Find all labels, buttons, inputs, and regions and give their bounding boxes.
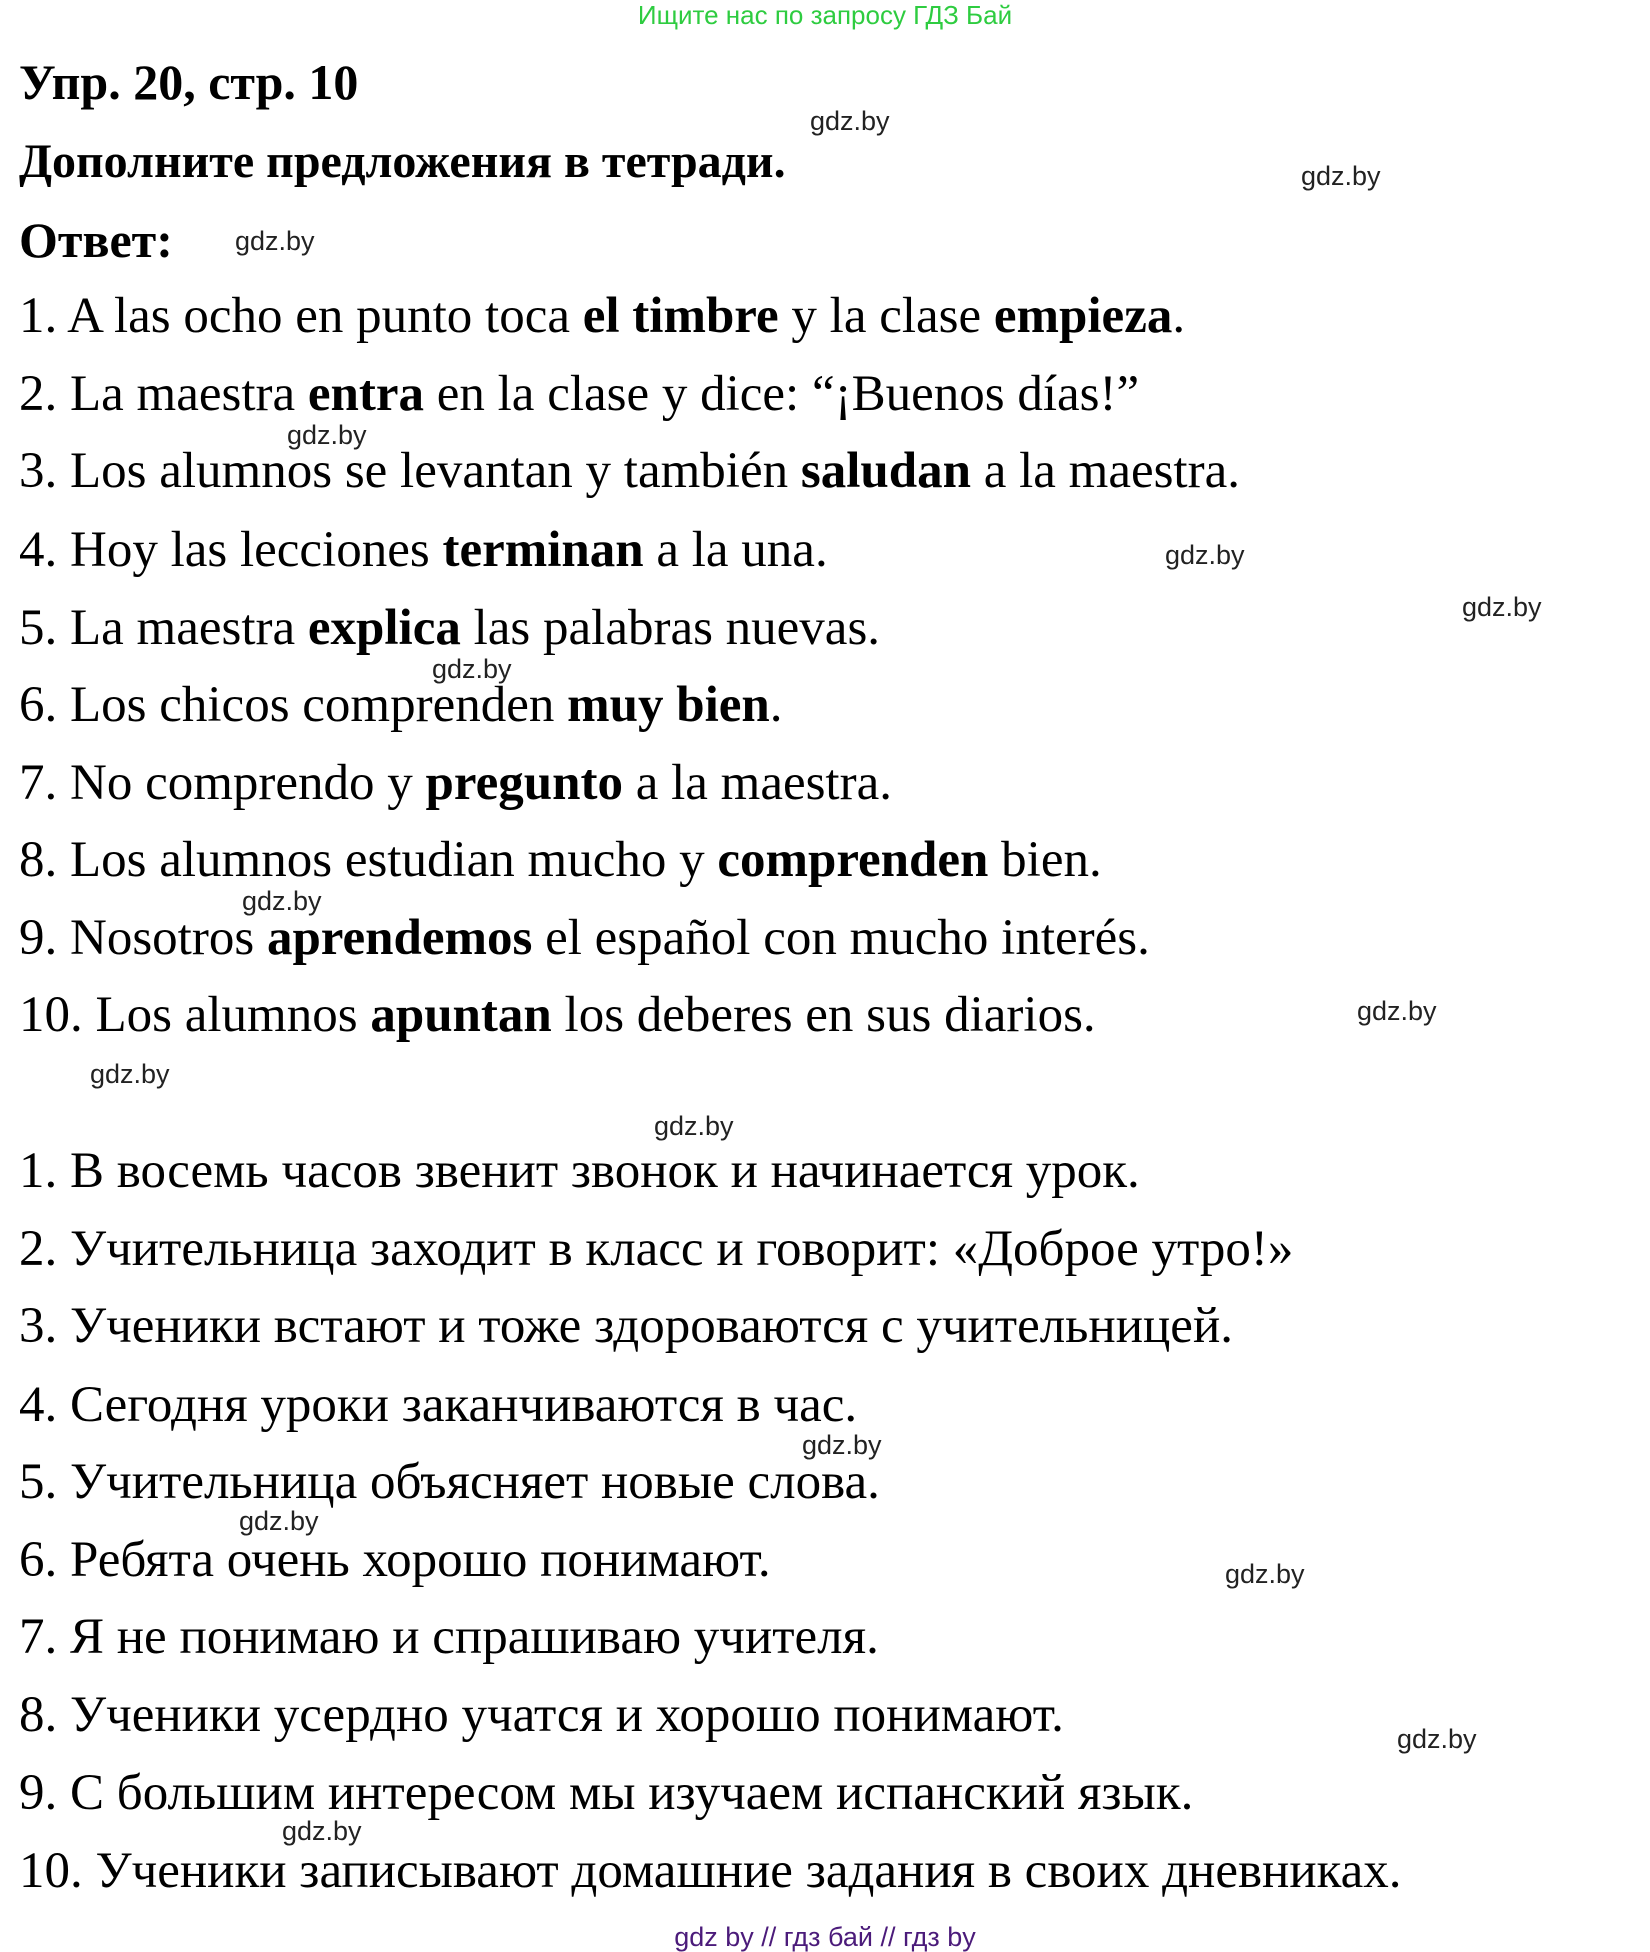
watermark-text: gdz.by bbox=[1397, 1724, 1477, 1754]
task-heading: Дополните предложения в тетради. bbox=[19, 135, 786, 188]
sentence-text: 5. La maestra bbox=[19, 600, 308, 656]
watermark-text: gdz.by bbox=[810, 106, 890, 136]
watermark-text: gdz.by bbox=[1301, 161, 1381, 191]
sentence-text: 6. Los chicos comprenden bbox=[19, 677, 568, 733]
spanish-sentence bbox=[19, 598, 880, 658]
watermark-text: gdz.by bbox=[802, 1430, 882, 1460]
answer-word: comprenden bbox=[717, 832, 989, 888]
russian-sentence: 3. Ученики встают и тоже здороваются с учительницей. bbox=[19, 1298, 1233, 1354]
answer-word: saludan bbox=[800, 443, 971, 499]
sentence-text: y la clase bbox=[778, 288, 994, 344]
answer-word: pregunto bbox=[425, 755, 623, 811]
spanish-sentence bbox=[19, 286, 1185, 346]
russian-sentence: 5. Учительница объясняет новые слова. bbox=[19, 1454, 880, 1510]
spanish-sentence bbox=[19, 364, 1139, 424]
spanish-sentence bbox=[19, 675, 783, 735]
answer-word: aprendemos bbox=[266, 910, 533, 966]
russian-sentence: 10. Ученики записывают домашние задания в своих дневниках. bbox=[19, 1843, 1402, 1899]
sentence-text: 9. Nosotros bbox=[19, 910, 267, 966]
watermark-text: gdz.by bbox=[90, 1059, 170, 1089]
russian-sentence: 6. Ребята очень хорошо понимают. bbox=[19, 1532, 771, 1588]
spanish-sentence bbox=[19, 985, 1096, 1045]
russian-sentence: 2. Учительница заходит в класс и говорит: «Доброе утро!» bbox=[19, 1221, 1294, 1277]
spanish-sentence bbox=[19, 441, 1240, 501]
exercise-title: Упр. 20, стр. 10 bbox=[19, 54, 359, 110]
answer-word: entra bbox=[307, 366, 424, 422]
watermark-text: gdz.by bbox=[282, 1816, 362, 1846]
sentence-text: a la maestra. bbox=[622, 755, 892, 811]
answer-word: el timbre bbox=[582, 288, 779, 344]
watermark-text: gdz.by bbox=[1165, 540, 1245, 570]
search-banner[interactable]: Ищите нас по запросу ГДЗ Бай bbox=[637, 0, 1013, 30]
watermark-text: gdz.by bbox=[287, 420, 367, 450]
sentence-text: 10. Los alumnos bbox=[19, 987, 371, 1043]
sentence-text: . bbox=[1172, 288, 1186, 344]
watermark-text: gdz.by bbox=[235, 226, 315, 256]
watermark-text: gdz.by bbox=[1225, 1559, 1305, 1589]
watermark-text: gdz.by bbox=[239, 1506, 319, 1536]
answer-word: muy bien bbox=[567, 677, 770, 733]
answer-label: Ответ: bbox=[19, 212, 173, 268]
sentence-text: 3. Los alumnos se levantan y también bbox=[19, 443, 801, 499]
sentence-text: 7. No comprendo y bbox=[19, 755, 426, 811]
sentence-text: 1. A las ocho en punto toca bbox=[19, 288, 583, 344]
sentence-text: en la clase y dice: “¡Buenos días!” bbox=[424, 366, 1140, 422]
watermark-text: gdz.by bbox=[654, 1111, 734, 1141]
spanish-sentence bbox=[19, 520, 828, 580]
sentence-text: las palabras nuevas. bbox=[460, 600, 881, 656]
spanish-sentence bbox=[19, 830, 1102, 890]
sentence-text: 8. Los alumnos estudian mucho y bbox=[19, 832, 718, 888]
answer-word: terminan bbox=[442, 522, 644, 578]
russian-sentence: 8. Ученики усердно учатся и хорошо понимают. bbox=[19, 1687, 1064, 1743]
watermark-text: gdz.by bbox=[432, 654, 512, 684]
answer-word: explica bbox=[307, 600, 461, 656]
russian-sentence: 9. С большим интересом мы изучаем испанский язык. bbox=[19, 1765, 1194, 1821]
watermark-text: gdz.by bbox=[1357, 996, 1437, 1026]
russian-sentence: 7. Я не понимаю и спрашиваю учителя. bbox=[19, 1609, 879, 1665]
russian-sentence: 4. Сегодня уроки заканчиваются в час. bbox=[19, 1377, 858, 1433]
sentence-text: a la maestra. bbox=[970, 443, 1240, 499]
sentence-text: bien. bbox=[988, 832, 1102, 888]
sentence-text: los deberes en sus diarios. bbox=[551, 987, 1096, 1043]
answer-word: empieza bbox=[993, 288, 1173, 344]
sentence-text: 4. Hoy las lecciones bbox=[19, 522, 443, 578]
watermark-text: gdz.by bbox=[1462, 592, 1542, 622]
sentence-text: 2. La maestra bbox=[19, 366, 308, 422]
watermark-text: gdz.by bbox=[242, 886, 322, 916]
spanish-sentence bbox=[19, 753, 892, 813]
footer-links[interactable]: gdz by // гдз бай // гдз by bbox=[674, 1922, 976, 1952]
russian-sentence: 1. В восемь часов звенит звонок и начинается урок. bbox=[19, 1143, 1140, 1199]
sentence-text: a la una. bbox=[643, 522, 828, 578]
spanish-sentence bbox=[19, 908, 1150, 968]
sentence-text: el español con mucho interés. bbox=[532, 910, 1150, 966]
sentence-text: . bbox=[769, 677, 783, 733]
answer-word: apuntan bbox=[370, 987, 552, 1043]
